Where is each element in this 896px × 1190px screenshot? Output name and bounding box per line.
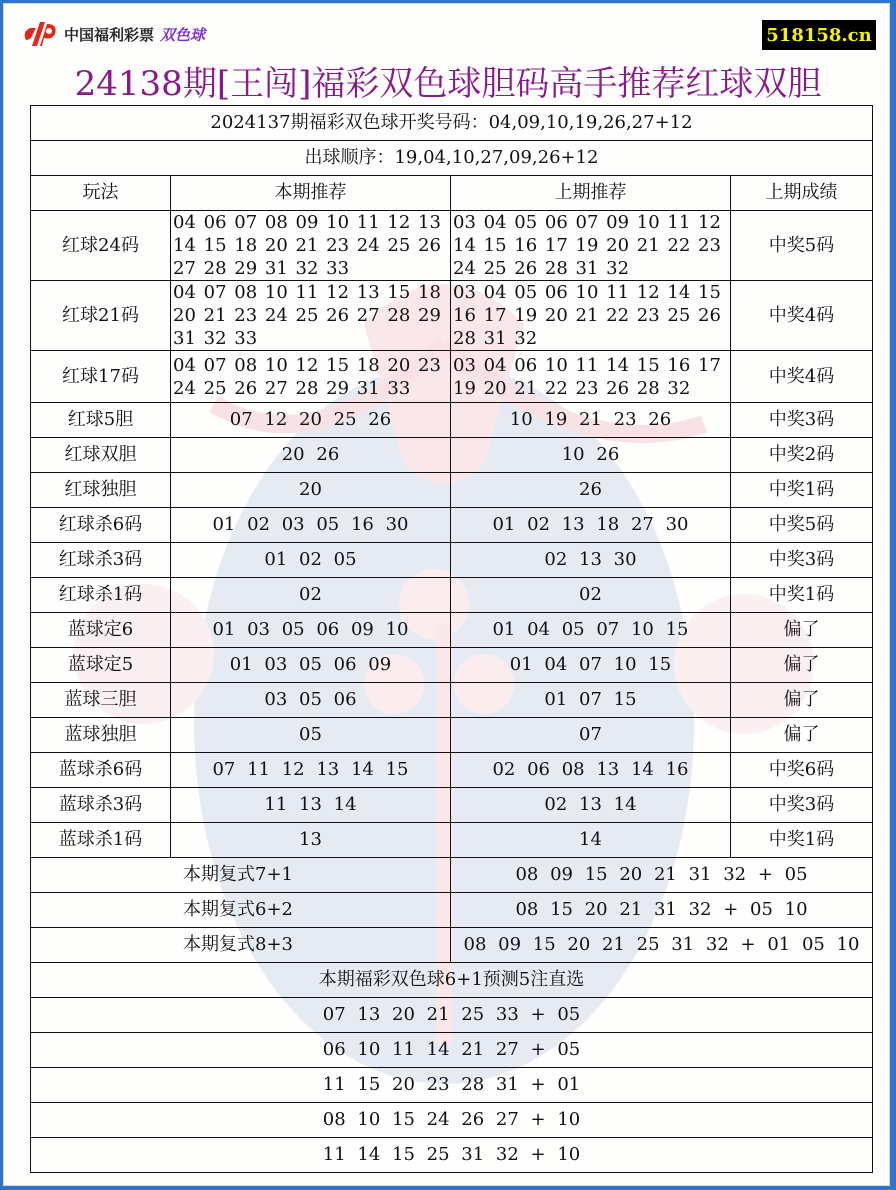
site-badge[interactable]: 518158.cn [762,20,876,50]
compound-numbers: 08 09 15 20 21 31 32 + 05 [451,858,873,893]
result-text: 中奖1码 [731,578,873,613]
previous-numbers: 14 [451,823,731,858]
play-label: 红球杀1码 [31,578,171,613]
table-row [31,281,873,351]
previous-numbers: 01 04 07 10 15 [451,648,731,683]
result-text: 中奖3码 [731,403,873,438]
current-numbers: 04 06 07 08 09 10 11 12 13 14 15 18 20 21 23 24 25 26 27 28 29 31 32 33 [171,211,451,281]
compound-numbers: 08 09 15 20 21 25 31 32 + 01 05 10 [451,928,873,963]
draw-result: 2024137期福彩双色球开奖号码：04,09,10,19,26,27+12 [31,106,873,141]
previous-numbers: 07 [451,718,731,753]
table-row [31,788,873,823]
current-numbers: 05 [171,718,451,753]
prediction-row [31,1138,873,1173]
prediction-line: 08 10 15 24 26 27 + 10 [31,1103,873,1138]
previous-numbers: 02 06 08 13 14 16 [451,753,731,788]
result-text: 中奖1码 [731,473,873,508]
table-row [31,823,873,858]
play-label: 蓝球杀1码 [31,823,171,858]
result-text: 中奖4码 [731,281,873,351]
prediction-row [31,1033,873,1068]
result-text: 中奖3码 [731,788,873,823]
previous-numbers: 03 04 05 06 10 11 12 14 15 16 17 19 20 21 22 23 25 26 28 31 32 [451,281,731,351]
current-numbers: 04 07 08 10 12 15 18 20 23 24 25 26 27 28 29 31 33 [171,351,451,403]
current-numbers: 01 03 05 06 09 [171,648,451,683]
recommendation-table [30,105,873,1173]
previous-numbers: 26 [451,473,731,508]
result-text: 偏了 [731,648,873,683]
welfare-lottery-logo [20,18,205,50]
current-numbers: 20 26 [171,438,451,473]
result-text: 中奖4码 [731,351,873,403]
previous-numbers: 02 [451,578,731,613]
current-numbers: 01 03 05 06 09 10 [171,613,451,648]
column-header-play: 玩法 [31,176,171,211]
lottery-logo-icon [20,18,58,50]
column-header-current: 本期推荐 [171,176,451,211]
play-label: 红球21码 [31,281,171,351]
current-numbers: 01 02 05 [171,543,451,578]
logo-subtitle: 双色球 [160,25,206,44]
result-text: 中奖5码 [731,211,873,281]
compound-label: 本期复式8+3 [31,928,451,963]
play-label: 蓝球独胆 [31,718,171,753]
result-text: 中奖2码 [731,438,873,473]
play-label: 蓝球杀3码 [31,788,171,823]
column-header-previous: 上期推荐 [451,176,731,211]
play-label: 红球独胆 [31,473,171,508]
play-label: 红球杀6码 [31,508,171,543]
current-numbers: 01 02 03 05 16 30 [171,508,451,543]
compound-label: 本期复式7+1 [31,858,451,893]
prediction-line: 11 15 20 23 28 31 + 01 [31,1068,873,1103]
prediction-line: 06 10 11 14 21 27 + 05 [31,1033,873,1068]
table-row [31,648,873,683]
table-row [31,753,873,788]
prediction-row [31,1103,873,1138]
table-row [31,211,873,281]
previous-numbers: 01 02 13 18 27 30 [451,508,731,543]
table-row [31,438,873,473]
play-label: 红球17码 [31,351,171,403]
current-numbers: 07 12 20 25 26 [171,403,451,438]
logo-text: 中国福利彩票 [64,25,155,44]
table-row [31,683,873,718]
compound-row [31,893,873,928]
result-text: 偏了 [731,683,873,718]
previous-numbers: 02 13 14 [451,788,731,823]
table-row [31,543,873,578]
table-header [31,176,873,211]
result-text: 中奖5码 [731,508,873,543]
table-row [31,578,873,613]
current-numbers: 07 11 12 13 14 15 [171,753,451,788]
current-numbers: 20 [171,473,451,508]
result-text: 偏了 [731,613,873,648]
previous-numbers: 10 26 [451,438,731,473]
play-label: 红球5胆 [31,403,171,438]
prediction-line: 11 14 15 25 31 32 + 10 [31,1138,873,1173]
play-label: 蓝球定6 [31,613,171,648]
table-row [31,718,873,753]
table-row [31,403,873,438]
play-label: 红球杀3码 [31,543,171,578]
prediction-heading: 本期福彩双色球6+1预测5注直选 [31,963,873,998]
table-row [31,613,873,648]
previous-numbers: 01 04 05 07 10 15 [451,613,731,648]
current-numbers: 13 [171,823,451,858]
previous-numbers: 03 04 06 10 11 14 15 16 17 19 20 21 22 23 26 28 32 [451,351,731,403]
prediction-row [31,998,873,1033]
page-title: 24138期[王闯]福彩双色球胆码高手推荐红球双胆 [74,64,822,104]
compound-row [31,858,873,893]
play-label: 蓝球三胆 [31,683,171,718]
play-label: 蓝球定5 [31,648,171,683]
current-numbers: 04 07 08 10 11 12 13 15 18 20 21 23 24 25 26 27 28 29 31 32 33 [171,281,451,351]
current-numbers: 11 13 14 [171,788,451,823]
column-header-result: 上期成绩 [731,176,873,211]
result-text: 偏了 [731,718,873,753]
previous-numbers: 03 04 05 06 07 09 10 11 12 14 15 16 17 19 20 21 22 23 24 25 26 28 31 32 [451,211,731,281]
play-label: 红球双胆 [31,438,171,473]
prediction-row [31,1068,873,1103]
previous-numbers: 02 13 30 [451,543,731,578]
table-row [31,508,873,543]
compound-label: 本期复式6+2 [31,893,451,928]
compound-row [31,928,873,963]
current-numbers: 03 05 06 [171,683,451,718]
result-text: 中奖3码 [731,543,873,578]
current-numbers: 02 [171,578,451,613]
previous-numbers: 01 07 15 [451,683,731,718]
play-label: 红球24码 [31,211,171,281]
prediction-line: 07 13 20 21 25 33 + 05 [31,998,873,1033]
play-label: 蓝球杀6码 [31,753,171,788]
previous-numbers: 10 19 21 23 26 [451,403,731,438]
result-text: 中奖6码 [731,753,873,788]
result-text: 中奖1码 [731,823,873,858]
compound-numbers: 08 15 20 21 31 32 + 05 10 [451,893,873,928]
draw-order: 出球顺序：19,04,10,27,09,26+12 [31,141,873,176]
table-row [31,351,873,403]
table-row [31,473,873,508]
